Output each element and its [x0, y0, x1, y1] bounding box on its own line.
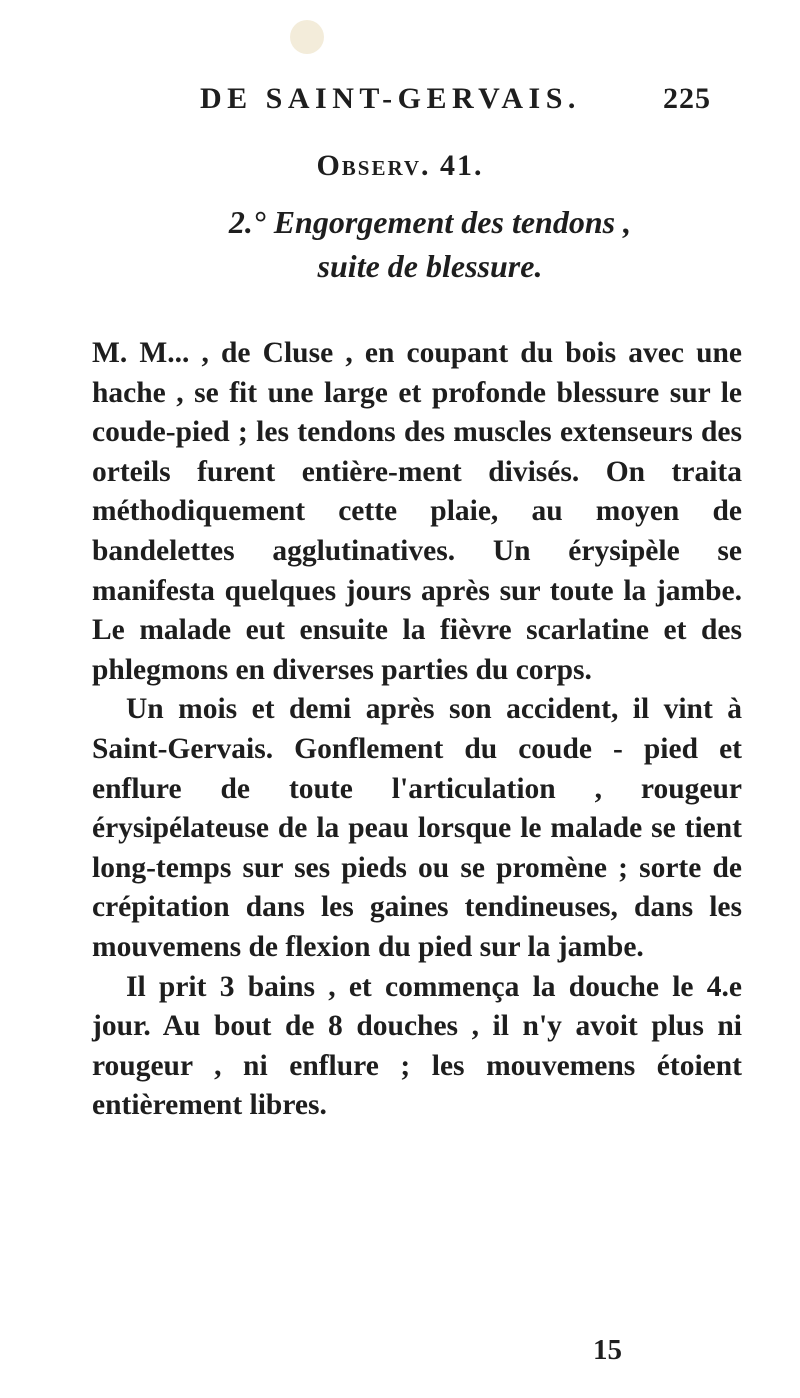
paragraph-2: Un mois et demi après son accident, il vint à Saint-Gervais. Gonflement du coude - pied et enflure de toute l'articulation , rougeur érysipélateuse de la peau lorsque le malade se tient long-temps sur ses pieds ou se promène ; sorte de crépitation dans les gaines tendineuses, dans les mouvemens de flexion du pied sur la jambe. [92, 693, 742, 963]
observation-heading: Observ. 41. [316, 149, 484, 182]
running-head [0, 82, 800, 122]
paper-stain [290, 20, 324, 54]
body-text [92, 334, 742, 1126]
paragraph-1: M. M... , de Cluse , en coupant du bois avec une hache , se fit une large et profonde blessure sur le coude-pied ; les tendons des muscles extenseurs des orteils furent entière-ment divisés. On traita méthodiquement cette plaie, au moyen de bandelettes agglutinatives. Un érysipèle se manifesta quelques jours après sur toute la jambe. Le malade eut ensuite la fièvre scarlatine et des phlegmons en diverses parties du corps. [92, 337, 742, 686]
running-title: DE SAINT-GERVAIS. [200, 82, 581, 115]
paragraph-3: Il prit 3 bains , et commença la douche le 4.e jour. Au bout de 8 douches , il n'y avoit plus ni rougeur , ni enflure ; les mouvemens étoient entièrement libres. [92, 970, 742, 1122]
page-number: 225 [663, 82, 711, 115]
signature-mark: 15 [593, 1334, 622, 1366]
case-title: 2.° Engorgement des tendons , suite de blessure. [228, 204, 632, 284]
